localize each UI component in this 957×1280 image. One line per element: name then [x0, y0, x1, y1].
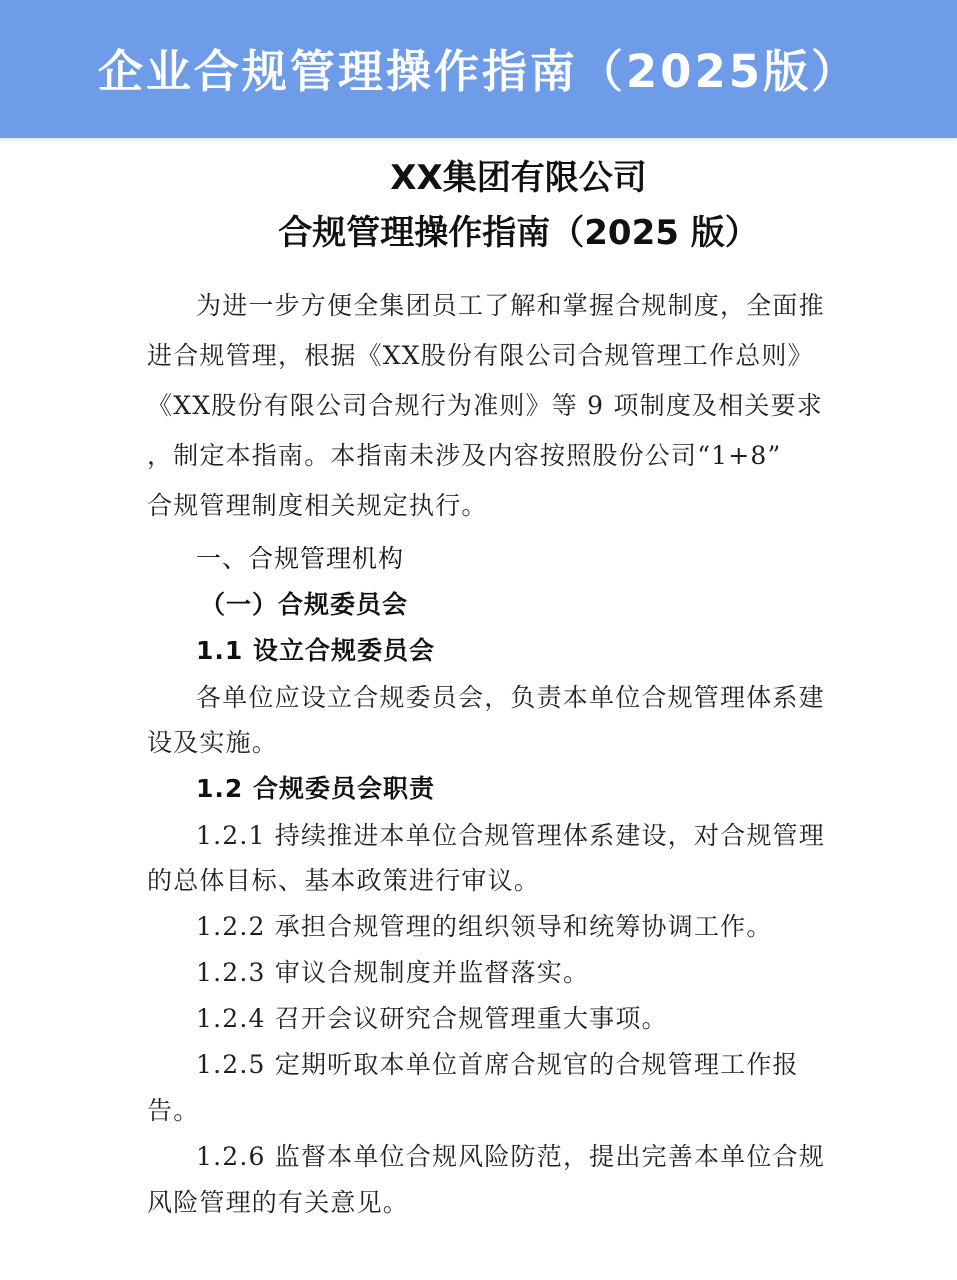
intro-line: 合规管理制度相关规定执行。 — [147, 491, 488, 520]
section-heading-compliance-organization: 一、合规管理机构 — [196, 544, 405, 573]
duty-1-2-5-line: 1.2.5 定期听取本单位首席合规官的合规管理工作报 — [196, 1050, 799, 1079]
duty-1-2-5-line: 告。 — [147, 1096, 200, 1125]
subsection-heading-compliance-committee: （一）合规委员会 — [200, 590, 409, 619]
item-1-1-text-line: 设及实施。 — [147, 728, 279, 757]
document-title-guide: 合规管理操作指南（2025 版） — [278, 213, 759, 253]
intro-line: 为进一步方便全集团员工了解和掌握合规制度，全面推 — [196, 291, 825, 320]
intro-line: ，制定本指南。本指南未涉及内容按照股份公司“1+8” — [147, 441, 782, 470]
duty-1-2-6-line: 1.2.6 监督本单位合规风险防范，提出完善本单位合规 — [196, 1142, 825, 1171]
item-1-1-text-line: 各单位应设立合规委员会，负责本单位合规管理体系建 — [196, 683, 825, 712]
duty-1-2-2-line: 1.2.2 承担合规管理的组织领导和统筹协调工作。 — [196, 912, 773, 941]
document-title-company: XX集团有限公司 — [390, 158, 647, 198]
duty-1-2-6-line: 风险管理的有关意见。 — [147, 1188, 410, 1217]
item-heading-1-2: 1.2 合规委员会职责 — [196, 774, 435, 803]
header-banner — [0, 0, 957, 138]
item-heading-1-1: 1.1 设立合规委员会 — [196, 636, 435, 665]
intro-line: 《XX股份有限公司合规行为准则》等 9 项制度及相关要求 — [147, 391, 823, 420]
duty-1-2-1-line: 的总体目标、基本政策进行审议。 — [147, 866, 541, 895]
intro-line: 进合规管理，根据《XX股份有限公司合规管理工作总则》 — [147, 341, 814, 370]
duty-1-2-1-line: 1.2.1 持续推进本单位合规管理体系建设，对合规管理 — [196, 821, 825, 850]
banner-title: 企业合规管理操作指南（2025版） — [97, 45, 860, 98]
duty-1-2-4-line: 1.2.4 召开会议研究合规管理重大事项。 — [196, 1004, 668, 1033]
duty-1-2-3-line: 1.2.3 审议合规制度并监督落实。 — [196, 958, 590, 987]
